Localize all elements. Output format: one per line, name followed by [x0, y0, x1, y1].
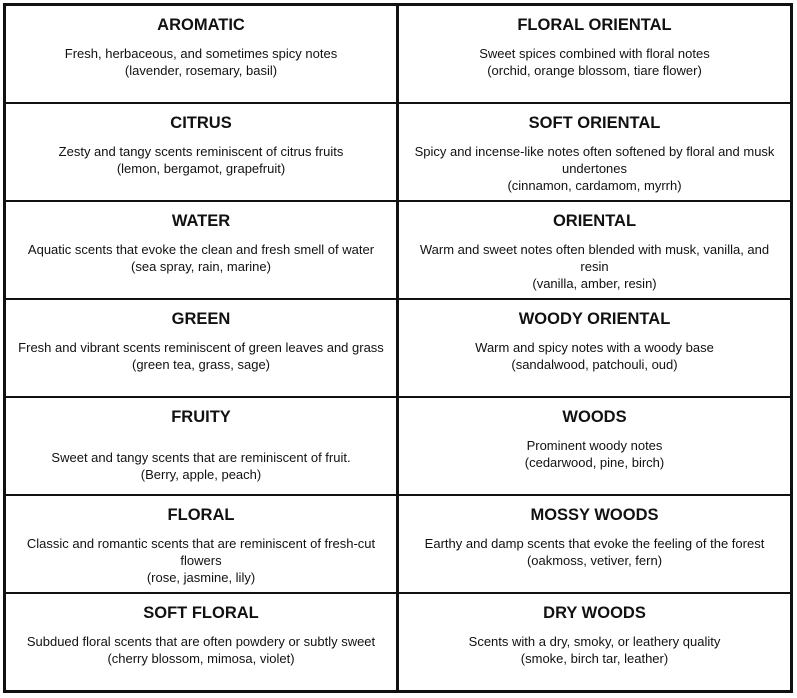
fragrance-cell — [398, 201, 791, 299]
cell-examples: (vanilla, amber, resin) — [532, 276, 657, 291]
cell-description: Sweet and tangy scents that are reminiscent of fruit. — [51, 450, 351, 465]
cell-examples: (green tea, grass, sage) — [131, 357, 271, 372]
cell-description: Fresh, herbaceous, and sometimes spicy notes — [64, 46, 338, 61]
cell-title: GREEN — [171, 310, 231, 328]
cell-examples: (cinnamon, cardamom, myrrh) — [507, 178, 682, 193]
cell-examples: (smoke, birch tar, leather) — [520, 651, 669, 666]
cell-title: FLORAL — [167, 506, 235, 524]
cell-title: AROMATIC — [157, 16, 245, 34]
cell-title: FRUITY — [171, 408, 231, 426]
cell-examples: (orchid, orange blossom, tiare flower) — [487, 63, 702, 78]
cell-description: Spicy and incense-like notes often softened by floral and musk undertones — [414, 144, 775, 176]
fragrance-cell — [5, 299, 398, 397]
fragrance-cell — [5, 495, 398, 593]
cell-examples: (oakmoss, vetiver, fern) — [526, 553, 663, 568]
fragrance-cell — [5, 5, 398, 103]
fragrance-cell — [5, 593, 398, 691]
fragrance-family-table — [3, 3, 793, 693]
fragrance-cell — [398, 5, 791, 103]
cell-description: Warm and sweet notes often blended with musk, vanilla, and resin — [419, 242, 770, 274]
cell-title: ORIENTAL — [552, 212, 637, 230]
cell-description: Warm and spicy notes with a woody base — [475, 340, 714, 355]
cell-description: Prominent woody notes — [526, 438, 663, 453]
cell-description: Earthy and damp scents that evoke the feeling of the forest — [424, 536, 765, 551]
cell-title: SOFT FLORAL — [143, 604, 259, 622]
cell-title: MOSSY WOODS — [530, 506, 659, 524]
cell-title: FLORAL ORIENTAL — [517, 16, 672, 34]
fragrance-cell — [5, 201, 398, 299]
cell-examples: (lavender, rosemary, basil) — [124, 63, 278, 78]
cell-examples: (cedarwood, pine, birch) — [524, 455, 665, 470]
cell-title: CITRUS — [170, 114, 232, 132]
fragrance-cell — [398, 593, 791, 691]
fragrance-cell — [398, 103, 791, 201]
cell-description: Aquatic scents that evoke the clean and fresh smell of water — [27, 242, 375, 257]
cell-description: Sweet spices combined with floral notes — [479, 46, 710, 61]
cell-description: Fresh and vibrant scents reminiscent of green leaves and grass — [18, 340, 384, 355]
cell-title: DRY WOODS — [543, 604, 646, 622]
fragrance-cell — [5, 103, 398, 201]
cell-description: Zesty and tangy scents reminiscent of citrus fruits — [58, 144, 344, 159]
fragrance-cell — [398, 397, 791, 495]
cell-description: Subdued floral scents that are often powdery or subtly sweet — [26, 634, 376, 649]
cell-examples: (lemon, bergamot, grapefruit) — [116, 161, 286, 176]
fragrance-cell — [5, 397, 398, 495]
cell-examples: (sandalwood, patchouli, oud) — [511, 357, 678, 372]
cell-title: SOFT ORIENTAL — [528, 114, 661, 132]
fragrance-cell — [398, 495, 791, 593]
cell-examples: (rose, jasmine, lily) — [146, 570, 256, 585]
cell-examples: (Berry, apple, peach) — [140, 467, 262, 482]
cell-title: WATER — [171, 212, 231, 230]
cell-examples: (sea spray, rain, marine) — [131, 259, 271, 274]
cell-title: WOODS — [562, 408, 627, 426]
fragrance-cell — [398, 299, 791, 397]
cell-title: WOODY ORIENTAL — [518, 310, 671, 328]
cell-examples: (cherry blossom, mimosa, violet) — [107, 651, 295, 666]
cell-description: Classic and romantic scents that are reminiscent of fresh-cut flowers — [26, 536, 376, 568]
cell-description: Scents with a dry, smoky, or leathery quality — [468, 634, 721, 649]
